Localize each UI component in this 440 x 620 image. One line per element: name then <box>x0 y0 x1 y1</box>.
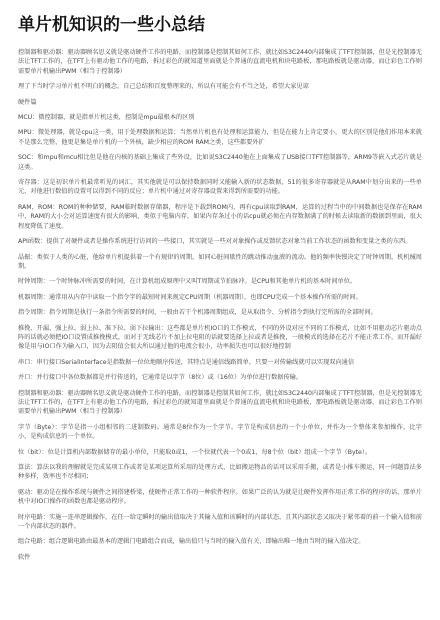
paragraph: 串口：串行接口SerialInterface是指数据一位位地顺序传送，其特点是通信线路简单，只要一对传输线就可以实现双向通信 <box>18 358 355 366</box>
paragraph: MPU：微处理器，就是cpu这一类，用于处理数据和运算；当然单片机也有处理和运算能力，但是在能力上肯定要小，更大的区别是他们作用本来就不是那么完整，他更是集是单片机的一个外核，缺少相应的ROM RAM之类，这些都要外扩 <box>18 129 422 146</box>
paragraph: API函数：提供了对硬件或者是操作系统进行访问的一些接口，其实就是一些对对象操作或反馈状态对象当前工作状态的函数和变量之类的东西。 <box>18 238 412 246</box>
paragraph: RAM，ROM：ROM的种种储要，RAM临时数据存储器，程序是下载到ROM内，再有cpu读取到RAM，运算的过程当中的中间数据也是保存在RAM中，RAM的大小会对运算速度有很大的影响，类似于电脑内存，如果内存条过小的话cpu就必须在内存数据满了的时候去读取新的数据到里面，很大程度降低了速度。 <box>18 203 422 230</box>
paragraph: 机器周期：通常用从内存中读取一个指令字的最短时间来规定CPU周期（机器周期），也即CPU完成一个基本操作所需的时间。 <box>18 293 362 301</box>
section-heading: 软件 <box>18 553 31 561</box>
paragraph: 控制器和驱动器：驱动器顾名思义就是驱动硬件工作的电路，而控制器是控制其如何工作，就比如S3C2440内部集成了TFT控制器，但是光控制器无法让TFT工作的，在TFT上有驱动他工作的电路，拆过彩色的就知道里面就是个普通的直流电机和块电路板，那电路板就是驱动器，而让彩色工作则需要单片机输出PWM（相当于控制器） <box>18 389 422 416</box>
paragraph: 驱动：驱动是在操作系统与硬件之间搭建桥梁，使硬件正常工作的一种软件程序。如果广泛的认为就是让硬件发挥作用正常工作的程序的话，那单片机中对IO口操作的函数也都是驱动程序。 <box>18 488 422 506</box>
paragraph: 推挽、开漏、强上拉、弱上拉、准下拉、弱下拉输出：这些都是单片机IO口的工作模式，不同的外设对应不同的工作模式，比如不用驱动芯片驱动点阵的话就必须把IO口设置成推挽模式，而对于无线芯片不加上拉电阻的话就要选择上拉或者是推挽，一般模式的选择在芯片不能正常工作，而开漏好像是用与IO口作为输入口，因为去阻值会很大所以通过他的电流会很小，功率损失也可以很好地控制 <box>18 324 422 351</box>
page-title: 单片机知识的一些小总结 <box>18 15 205 35</box>
section-heading: 硬件篇 <box>18 98 37 106</box>
paragraph: 寄存器：这是初识单片机最常听见的词汇，其实他就是可以保持数据同时又能输入新的状态数据，51的很多寄存器就是从RAM中划分出来的一些单元，对他进行数值的设置可以得到不同的反应；单片机中通过对寄存器设置来得到所需要的功能。 <box>18 179 422 196</box>
paragraph: 位（bit）：位是计算机内部数据储存的最小单位，只能取0或1，一个位就代表一个0或1，每8个位（bit）组成一个字节（Byte）。 <box>18 448 372 456</box>
paragraph: 组合电路：组合逻辑电路由最基本的逻辑门电路组合而成，输出值只与当时的输入值有关，即输出唯一地由当时的输入值决定。 <box>18 538 365 546</box>
paragraph: MCU：微控制器，就是指单片机这类，控制是mpu最根本的区别 <box>18 114 195 122</box>
paragraph: SOC：和mpu和mcu相比但是他在内核的基础上集成了些外设，比如说S3C2440他在上面集成了USB接口TFT控制器等，ARM9等嵌入式芯片就是这类。 <box>18 154 422 171</box>
paragraph: 时序电路：实施一连串逻辑操作，在任一给定瞬时的输出值取决于其输入值和该瞬时的内部状态，且其内部状态又取决于紧邻着的前一个输入值和前一个内部状态的器件。 <box>18 513 422 531</box>
paragraph: 指令周期：指令周期是执行一条指令所需要的时间，一般由若干个机器周期组成，是从取指令、分析指令到执行完所需的全部时间。 <box>18 309 377 317</box>
paragraph: 字节（Byte）：字节是指一小组相邻的二进制数码。通常是8位作为一个字节。字节是构成信息的一个小单位，并作为一个整体来参加操作，比字小，是构成信息的一个单位。 <box>18 423 422 441</box>
paragraph: 理了下当时学习单片机不明白的概念，自己总结和百度整理来的，所以有可能会有不当之处，希望大家见谅 <box>18 83 309 91</box>
paragraph: 算法：算法以我的理解就是完成某项工作或者是某项运算所采用的处理方式，比如搬运物品的话可以采用手搬，或者是小推车搬运，同一问题算法多种多样，效率也不尽相同； <box>18 464 422 481</box>
paragraph: 时钟周期：一个时钟脉冲所需要的时间，在计算机组成原理中又叫T周期或节拍脉冲。是CPU和其他单片机的基本时间单位。 <box>18 278 357 286</box>
paragraph: 晶振：类似于人类的心脏，他给单片机提供着一个有规律的周期，如同心脏间歇性的跳动推动血液的流动。他的频率快慢决定了时钟周期，机机械周期。 <box>18 253 422 270</box>
paragraph: 并口：并行接口中各位数据都是并行传送的，它通常是以字节（8位）或（16位）为单位进行数据传输。 <box>18 374 303 382</box>
paragraph: 控制器和驱动器：驱动器顾名思义就是驱动硬件工作的电路，而控制器是控制其如何工作，就比如S3C2440内部集成了TFT控制器，但是光控制器无法让TFT工作的，在TFT上有驱动他工作的电路，拆过彩色的就知道里面就是个普通的直流电机和块电路板，那电路板就是驱动器，而让彩色工作则需要单片机输出PWM（相当于控制器） <box>18 49 422 75</box>
